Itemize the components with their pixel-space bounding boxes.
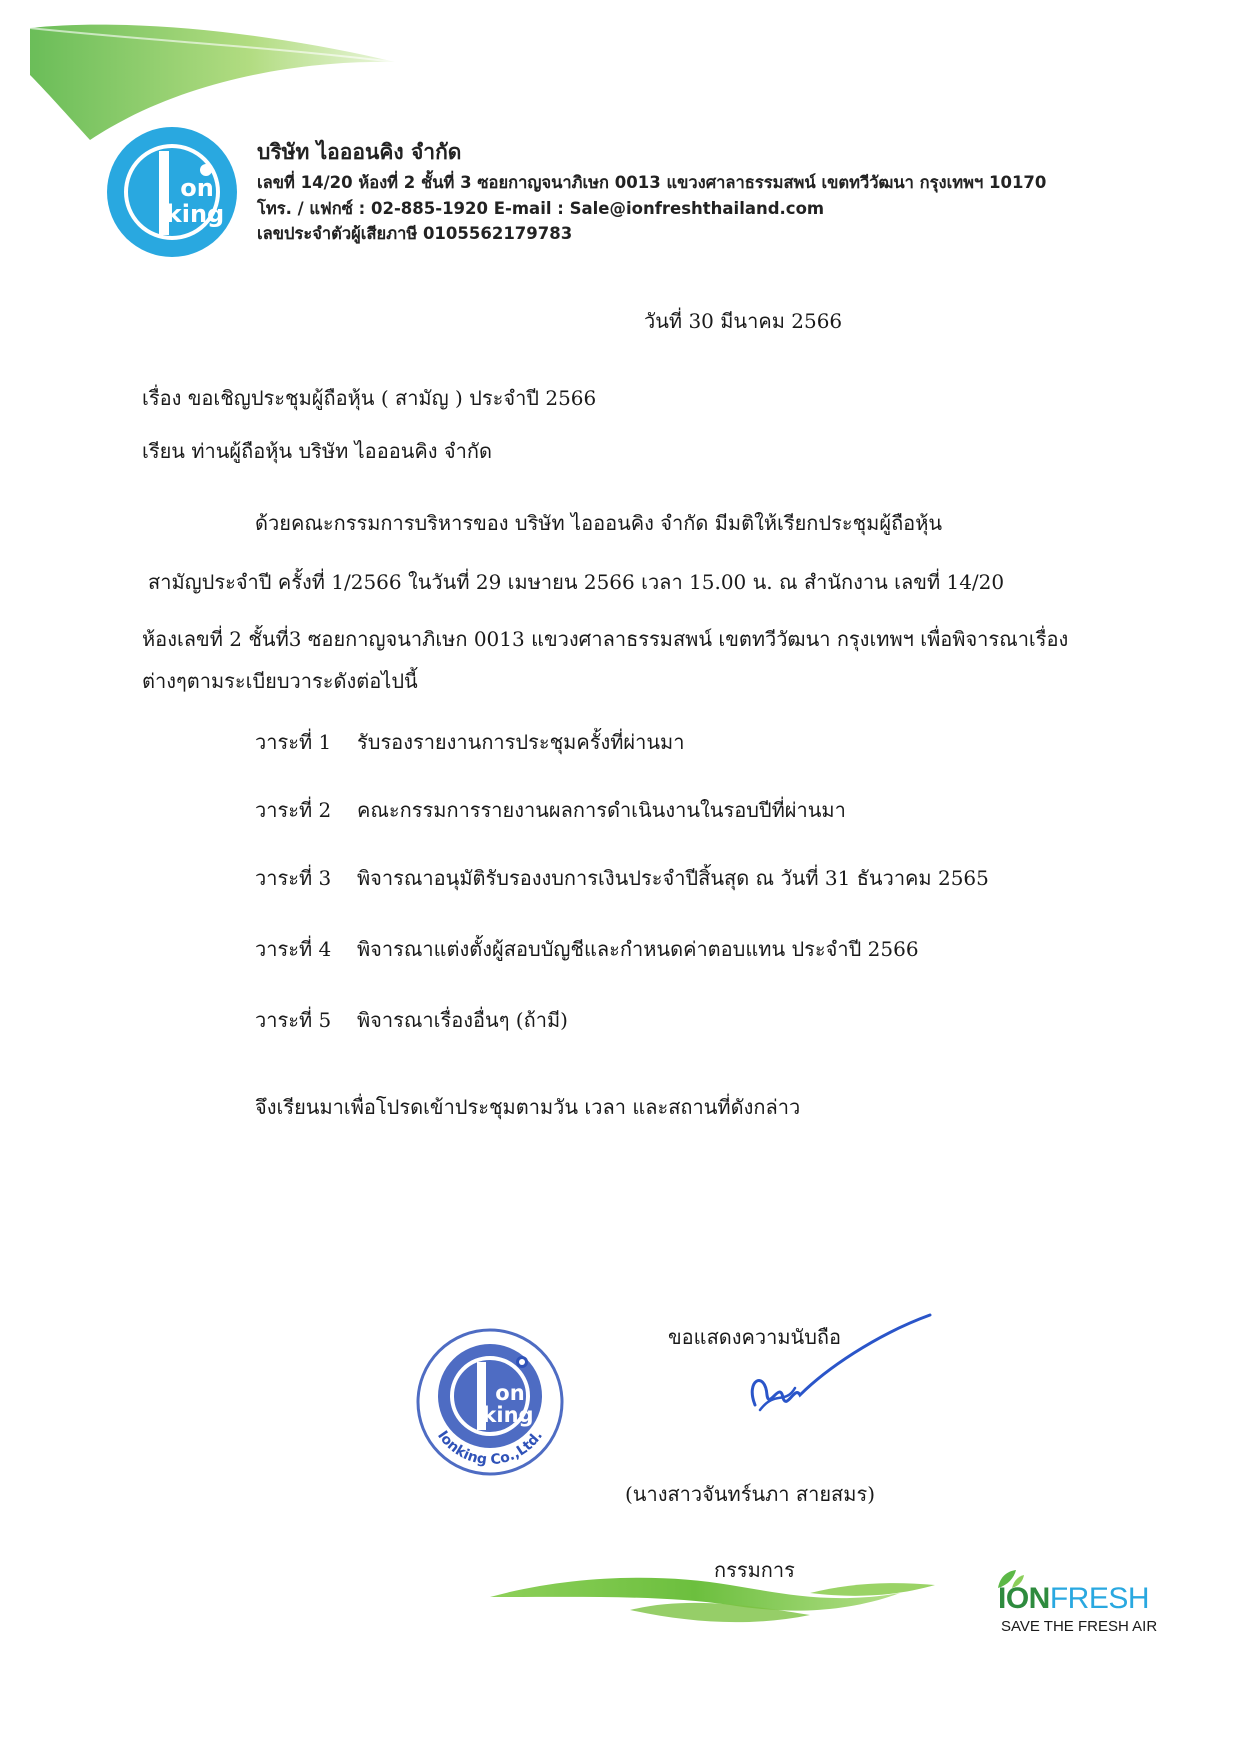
company-tax-id: เลขประจำตัวผู้เสียภาษี 0105562179783	[257, 224, 573, 243]
stamp-ring-text: Ionking Co.,Ltd.	[434, 1428, 546, 1469]
logo-text-king: king	[165, 200, 225, 228]
company-contact: โทร. / แฟกซ์ : 02-885-1920 E-mail : Sale@ionfreshthailand.com	[257, 199, 825, 218]
letter-subject: เรื่อง ขอเชิญประชุมผู้ถือหุ้น ( สามัญ ) ประจำปี 2566	[142, 386, 597, 410]
signature	[735, 1310, 935, 1430]
letter-recipient: เรียน ท่านผู้ถือหุ้น บริษัท ไอออนคิง จำกัด	[142, 439, 492, 463]
company-stamp	[410, 1322, 570, 1482]
paragraph-line-2: สามัญประจำปี ครั้งที่ 1/2566 ในวันที่ 29 เมษายน 2566 เวลา 15.00 น. ณ สำนักงาน เลขที่ 14/20	[148, 570, 1005, 594]
footer-leaf-decoration	[480, 1555, 940, 1635]
ionfresh-tagline: SAVE THE FRESH AIR	[1001, 1618, 1158, 1635]
agenda-number: วาระที่ 2	[255, 798, 332, 822]
agenda-item-text: พิจารณาเรื่องอื่นๆ (ถ้ามี)	[357, 1008, 568, 1032]
paragraph-line-4: ต่างๆตามระเบียบวาระดังต่อไปนี้	[142, 669, 418, 693]
regards-text: ขอแสดงความนับถือ	[668, 1325, 842, 1349]
brand-name-fresh: FRESH	[1049, 1582, 1150, 1615]
ionfresh-brand-name	[998, 1582, 1149, 1616]
agenda-item-text: พิจารณาอนุมัติรับรองงบการเงินประจำปีสิ้นสุด ณ วันที่ 31 ธันวาคม 2565	[357, 866, 989, 890]
letter-date: วันที่ 30 มีนาคม 2566	[644, 309, 843, 333]
signer-name: (นางสาวจันทร์นภา สายสมร)	[625, 1482, 875, 1506]
agenda-number: วาระที่ 5	[255, 1008, 332, 1032]
agenda-number: วาระที่ 3	[255, 866, 332, 890]
agenda-number: วาระที่ 1	[255, 730, 332, 754]
paragraph-line-3: ห้องเลขที่ 2 ชั้นที่3 ซอยกาญจนาภิเษก 0013 แขวงศาลาธรรมสพน์ เขตทวีวัฒนา กรุงเทพฯ เพื่อพิจารณาเรื่อง	[142, 627, 1069, 651]
agenda-number: วาระที่ 4	[255, 937, 332, 961]
brand-name-ion: ION	[998, 1582, 1050, 1615]
signer-position: กรรมการ	[714, 1558, 795, 1582]
agenda-item-text: รับรองรายงานการประชุมครั้งที่ผ่านมา	[357, 730, 685, 754]
agenda-item-text: พิจารณาแต่งตั้งผู้สอบบัญชีและกำหนดค่าตอบแทน ประจำปี 2566	[357, 937, 919, 961]
company-logo	[105, 125, 240, 260]
logo-text-on: on	[180, 174, 214, 202]
stamp-text-on: on	[495, 1381, 525, 1405]
closing-text: จึงเรียนมาเพื่อโปรดเข้าประชุมตามวัน เวลา และสถานที่ดังกล่าว	[255, 1095, 801, 1119]
agenda-item-text: คณะกรรมการรายงานผลการดำเนินงานในรอบปีที่ผ่านมา	[357, 798, 846, 822]
company-name: บริษัท ไอออนคิง จำกัด	[257, 140, 462, 164]
stamp-text-king: king	[482, 1403, 534, 1427]
paragraph-line-1: ด้วยคณะกรรมการบริหารของ บริษัท ไอออนคิง จำกัด มีมติให้เรียกประชุมผู้ถือหุ้น	[255, 511, 943, 535]
company-address: เลขที่ 14/20 ห้องที่ 2 ชั้นที่ 3 ซอยกาญจนาภิเษก 0013 แขวงศาลาธรรมสพน์ เขตทวีวัฒนา กรุงเทพฯ 10170	[257, 173, 1047, 192]
